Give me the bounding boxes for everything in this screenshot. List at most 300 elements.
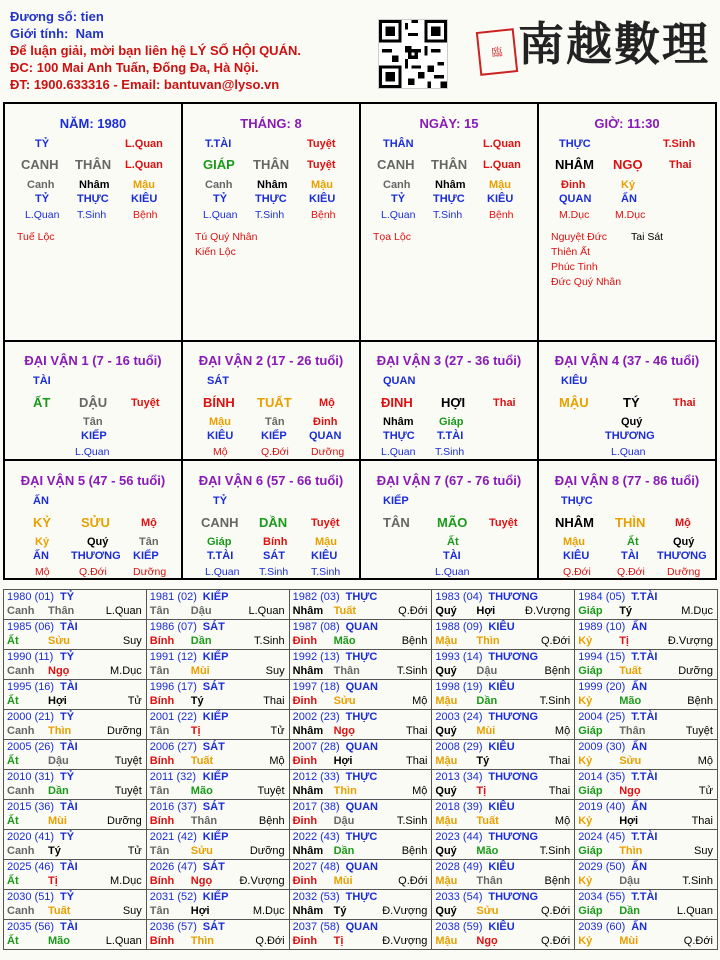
hidden-1: Canh [27, 179, 55, 191]
hidden-god-1: TỶ [35, 193, 50, 205]
year-branch: Sửu [190, 845, 213, 857]
year-stage: M.Dục [110, 665, 142, 677]
year-cell [432, 770, 575, 800]
dv-hidden-god-1: KIÊU [207, 430, 234, 442]
branch-stage: L.Quan [483, 159, 521, 171]
year-cell [575, 620, 718, 650]
duong-so-value: tien [80, 9, 104, 24]
year-stage: Thai [548, 785, 571, 797]
branch-stage: L.Quan [125, 159, 163, 171]
hidden-stage-3: Bệnh [133, 209, 158, 221]
year-stage: Mộ [412, 785, 428, 797]
year-stage: Thai [263, 695, 285, 707]
year-stage: Tử [127, 845, 142, 857]
year-stage: Q.Đới [540, 935, 571, 947]
dv-stage: Tuyệt [311, 517, 340, 529]
dv-stage: Thai [673, 397, 696, 409]
year-cell [147, 680, 290, 710]
year-stem: Ất [7, 755, 19, 767]
year-stage: Q.Đới [398, 605, 428, 617]
bazi-chart [3, 102, 717, 580]
dai-van-2 [183, 342, 361, 461]
pillar-month [183, 104, 361, 342]
year-cell [147, 710, 290, 740]
hidden-god-1: QUAN [559, 193, 592, 205]
branch: THÂN [253, 157, 290, 172]
year-cell [147, 830, 290, 860]
dv-branch: HỢI [441, 395, 466, 410]
year-stage: T.Sinh [396, 665, 428, 677]
year-stem: Giáp [578, 665, 603, 677]
dai-van-title: ĐẠI VẬN 4 (37 - 46 tuổi) [554, 353, 700, 368]
year-stage: L.Quan [676, 905, 713, 917]
dv-hidden-stage-1: L.Quan [75, 446, 110, 458]
annual-luck-grid [3, 589, 718, 950]
year-stem: Ất [7, 815, 19, 827]
logo-char-1: 南 [518, 17, 564, 71]
year-stage: Dưỡng [678, 665, 713, 677]
year-god: KIẾP [202, 771, 229, 783]
year-branch: Dần [619, 905, 640, 917]
dai-van-3 [361, 342, 539, 461]
year-god: THƯƠNG [488, 651, 539, 663]
year-stem: Quý [435, 605, 457, 617]
year-cell [4, 680, 147, 710]
year-god: ẤN [631, 621, 648, 633]
year-stem: Nhâm [292, 905, 324, 917]
year-cell [4, 800, 147, 830]
pillar-title: NGÀY: 15 [419, 116, 479, 131]
year-cell [4, 590, 147, 620]
dv-branch: DẦN [259, 515, 288, 530]
year-branch: Tuất [476, 815, 499, 827]
dv-stage: Mộ [141, 517, 157, 529]
gioi-tinh-value: Nam [75, 26, 104, 41]
year-label: 1994 (15) [578, 651, 626, 663]
year-branch: Mão [476, 845, 499, 857]
year-stage: Bệnh [544, 665, 571, 677]
pillar-title: GIỜ: 11:30 [594, 116, 660, 131]
year-god: KIÊU [488, 741, 515, 753]
year-stem: Kỷ [578, 815, 593, 827]
year-stem: Tân [149, 845, 170, 857]
year-branch: Thìn [476, 635, 500, 647]
year-label: 2027 (48) [292, 861, 340, 873]
year-cell [147, 920, 290, 950]
stem-god: T.TÀI [205, 138, 232, 150]
dv-hidden-1: Kỷ [35, 536, 50, 548]
year-stem: Nhâm [292, 605, 324, 617]
year-stem: Quý [435, 845, 457, 857]
year-stage: Suy [265, 665, 285, 677]
year-branch: Tuất [619, 665, 642, 677]
year-branch: Thìn [190, 935, 215, 947]
year-label: 2012 (33) [292, 771, 340, 783]
year-god: THỰC [345, 891, 378, 903]
dv-hidden-3: Quý [673, 536, 695, 548]
year-stem: Tân [149, 725, 170, 737]
special-star: Tai Sát [631, 231, 664, 243]
year-god: T.TÀI [631, 651, 658, 663]
dv-hidden-2: Giáp [439, 416, 464, 428]
year-god: KIÊU [488, 861, 515, 873]
year-stage: T.Sinh [396, 815, 428, 827]
year-branch: Tuất [190, 755, 214, 767]
year-cell [432, 620, 575, 650]
hidden-stage-1: L.Quan [203, 209, 238, 221]
year-branch: Sửu [619, 755, 642, 767]
dv-stage: Tuyệt [489, 517, 518, 529]
year-cell [147, 890, 290, 920]
year-stage: Dưỡng [107, 815, 142, 827]
dv-hidden-stage-1: L.Quan [205, 566, 240, 578]
year-label: 1993 (14) [435, 651, 483, 663]
dv-god: ẤN [33, 495, 49, 507]
year-stage: Thai [405, 725, 428, 737]
qr-code-icon [378, 19, 448, 89]
phone-email-line: ĐT: 1900.633316 - Email: bantuvan@lyso.vn [10, 77, 280, 92]
year-cell [575, 680, 718, 710]
year-cell [290, 620, 433, 650]
year-cell [147, 740, 290, 770]
year-god: TÀI [60, 681, 78, 693]
year-god: TÀI [60, 621, 78, 633]
year-stem: Kỷ [578, 695, 593, 707]
year-branch: Thân [48, 605, 75, 617]
dv-stem: CANH [201, 515, 239, 530]
dv-hidden-god-1: THƯƠNG [605, 430, 655, 442]
year-stem: Đinh [292, 815, 318, 827]
year-god: SÁT [202, 621, 225, 633]
year-stem: Nhâm [292, 665, 324, 677]
dv-stem: KỶ [33, 515, 52, 530]
year-branch: Tị [619, 635, 629, 647]
year-stem: Kỷ [578, 875, 593, 887]
dv-hidden-1: Mậu [209, 416, 231, 428]
year-branch: Tý [333, 905, 347, 917]
year-stage: Mộ [554, 815, 571, 827]
year-branch: Mùi [190, 665, 210, 677]
year-cell [575, 830, 718, 860]
year-stem: Bính [149, 875, 175, 887]
year-cell [290, 890, 433, 920]
year-label: 2009 (30) [578, 741, 626, 753]
special-star: Tọa Lộc [373, 231, 411, 243]
year-label: 2003 (24) [435, 711, 483, 723]
year-stage: M.Dục [681, 605, 713, 617]
year-stage: Tuyệt [257, 785, 285, 797]
stem-stage: T.Sinh [663, 138, 696, 150]
year-stem: Mậu [435, 935, 458, 947]
dv-hidden-stage-2: Q.Đới [79, 566, 107, 578]
year-stage: Mộ [697, 755, 713, 767]
dv-stem: NHÂM [555, 515, 594, 530]
year-label: 1982 (03) [292, 591, 340, 603]
dv-hidden-1: Giáp [207, 536, 232, 548]
year-branch: Mùi [476, 725, 496, 737]
year-label: 1980 (01) [7, 591, 55, 603]
year-god: KIẾP [202, 831, 229, 843]
dv-stem: BÍNH [203, 395, 235, 410]
dv-branch: TUẤT [257, 395, 292, 410]
year-cell [575, 590, 718, 620]
year-label: 2020 (41) [7, 831, 55, 843]
year-god: SÁT [202, 681, 225, 693]
year-god: KIÊU [488, 681, 515, 693]
address-line: ĐC: 100 Mai Anh Tuấn, Đống Đa, Hà Nội. [10, 60, 259, 75]
year-god: ẤN [631, 861, 648, 873]
year-god: TỶ [60, 651, 75, 663]
year-label: 2008 (29) [435, 741, 483, 753]
year-label: 2038 (59) [435, 921, 483, 933]
year-stage: Mộ [554, 725, 571, 737]
year-branch: Sửu [476, 905, 499, 917]
year-cell [4, 620, 147, 650]
hidden-stage-2: M.Dục [615, 209, 646, 221]
dv-hidden-stage-2: T.Sinh [435, 446, 465, 458]
dv-hidden-stage-1: L.Quan [381, 446, 416, 458]
year-stem: Canh [7, 845, 35, 857]
dv-hidden-stage-1: Mộ [213, 446, 228, 458]
pillar-day [361, 104, 539, 342]
year-label: 2035 (56) [7, 921, 55, 933]
year-god: SÁT [202, 801, 225, 813]
hidden-2: Nhâm [435, 179, 466, 191]
year-god: TỶ [60, 891, 75, 903]
dv-stage: Mộ [319, 397, 335, 409]
year-label: 2014 (35) [578, 771, 626, 783]
dv-branch: SỬU [81, 515, 110, 530]
year-god: THỰC [345, 711, 378, 723]
year-god: TÀI [60, 921, 78, 933]
year-label: 1988 (09) [435, 621, 483, 633]
year-cell [432, 650, 575, 680]
year-stem: Ất [7, 875, 19, 887]
year-cell [575, 770, 718, 800]
year-label: 2016 (37) [149, 801, 197, 813]
dai-van-title: ĐẠI VẬN 6 (57 - 66 tuổi) [198, 473, 344, 488]
dv-hidden-stage-1: L.Quan [435, 566, 470, 578]
year-stage: Q.Đới [255, 935, 285, 947]
year-stage: Suy [122, 635, 142, 647]
hidden-god-2: THỰC [77, 193, 109, 205]
year-label: 2017 (38) [292, 801, 340, 813]
year-label: 2037 (58) [292, 921, 340, 933]
year-cell [575, 710, 718, 740]
stem-stage: L.Quan [125, 138, 163, 150]
year-stage: L.Quan [248, 605, 285, 617]
year-god: TỶ [60, 771, 75, 783]
hidden-god-1: TỶ [391, 193, 406, 205]
year-god: KIÊU [488, 621, 515, 633]
year-god: ẤN [631, 741, 648, 753]
dai-van-title: ĐẠI VẬN 7 (67 - 76 tuổi) [376, 473, 522, 488]
dv-hidden-stage-2: Q.Đới [617, 566, 645, 578]
branch: THÂN [431, 157, 468, 172]
hidden-3: Mậu [133, 179, 155, 191]
year-stage: Tuyệt [114, 755, 142, 767]
year-god: QUAN [345, 621, 378, 633]
dai-van-title: ĐẠI VẬN 8 (77 - 86 tuổi) [554, 473, 700, 488]
year-stem: Bính [149, 935, 175, 947]
year-stem: Đinh [292, 695, 318, 707]
year-cell [575, 650, 718, 680]
year-stage: Bệnh [401, 845, 428, 857]
duong-so-label: Đương số: [10, 9, 78, 24]
year-god: T.TÀI [631, 831, 658, 843]
dv-stem: MẬU [559, 395, 589, 410]
year-stem: Tân [149, 605, 170, 617]
year-label: 2031 (52) [149, 891, 197, 903]
stem-god: THỰC [559, 138, 591, 150]
dv-hidden-1: Mậu [563, 536, 585, 548]
dv-hidden-stage-1: Q.Đới [563, 566, 591, 578]
year-branch: Ngọ [48, 665, 70, 677]
year-god: KIẾP [202, 651, 229, 663]
year-god: ẤN [631, 801, 648, 813]
dv-hidden-god-2: THƯƠNG [71, 550, 121, 562]
year-label: 2015 (36) [7, 801, 55, 813]
dai-van-title: ĐẠI VẬN 5 (47 - 56 tuổi) [20, 473, 166, 488]
year-label: 2021 (42) [149, 831, 197, 843]
year-stem: Nhâm [292, 785, 324, 797]
year-god: KIẾP [202, 891, 229, 903]
stem: GIÁP [203, 157, 235, 172]
year-cell [147, 620, 290, 650]
year-branch: Mùi [48, 815, 67, 827]
branch: THÂN [75, 157, 112, 172]
year-cell [432, 860, 575, 890]
year-stage: Đ.Vượng [525, 605, 571, 617]
year-stem: Bính [149, 755, 175, 767]
hidden-god-2: THỰC [255, 193, 287, 205]
year-god: THƯƠNG [488, 891, 539, 903]
dv-hidden-god-1: KIÊU [563, 550, 590, 562]
year-stage: Đ.Vượng [382, 935, 428, 947]
year-cell [147, 860, 290, 890]
hidden-1: Đinh [561, 179, 586, 191]
year-cell [147, 770, 290, 800]
year-stem: Bính [149, 815, 175, 827]
hidden-2: Nhâm [257, 179, 288, 191]
year-label: 1984 (05) [578, 591, 626, 603]
year-branch: Thân [476, 875, 503, 887]
year-god: THỰC [345, 831, 378, 843]
hidden-stage-2: T.Sinh [77, 209, 107, 221]
year-stem: Mậu [435, 815, 458, 827]
year-stem: Mậu [435, 875, 458, 887]
dv-hidden-3: Tân [139, 536, 159, 548]
dv-stem: TÂN [383, 515, 410, 530]
brand-logo [478, 8, 710, 78]
year-stem: Ất [7, 695, 19, 707]
year-label: 1989 (10) [578, 621, 626, 633]
year-branch: Dậu [48, 755, 69, 767]
year-branch: Thìn [48, 725, 72, 737]
dv-hidden-3: Đinh [313, 416, 338, 428]
dv-hidden-stage-3: Dưỡng [667, 566, 701, 578]
dv-hidden-god-1: TÀI [443, 550, 461, 562]
hidden-god-2: ẤN [621, 193, 637, 205]
dv-hidden-god-2: KIẾP [261, 430, 287, 442]
year-stem: Mậu [435, 635, 458, 647]
year-stage: Bệnh [401, 635, 428, 647]
logo-char-3: 數 [614, 17, 660, 71]
year-stem: Ất [7, 635, 19, 647]
year-stem: Tân [149, 785, 170, 797]
year-label: 1998 (19) [435, 681, 483, 693]
year-god: ẤN [631, 921, 648, 933]
branch-stage: Thai [669, 159, 692, 171]
year-branch: Mùi [333, 875, 353, 887]
year-stage: T.Sinh [682, 875, 713, 887]
dai-van-8 [539, 461, 715, 578]
year-cell [290, 590, 433, 620]
dv-hidden-god-2: TÀI [621, 550, 639, 562]
pillar-title: NĂM: 1980 [59, 116, 127, 131]
year-god: SÁT [202, 921, 225, 933]
year-label: 1985 (06) [7, 621, 55, 633]
year-stem: Đinh [292, 635, 318, 647]
year-cell [432, 830, 575, 860]
dv-hidden-stage-3: Dưỡng [311, 446, 345, 458]
year-stem: Giáp [578, 725, 603, 737]
year-branch: Ngọ [190, 875, 213, 887]
year-god: QUAN [345, 681, 378, 693]
year-branch: Tị [190, 725, 201, 737]
year-cell [432, 740, 575, 770]
year-cell [4, 830, 147, 860]
year-stage: Mộ [269, 755, 285, 767]
year-cell [290, 740, 433, 770]
dv-hidden-stage-3: T.Sinh [311, 566, 341, 578]
year-label: 1990 (11) [7, 651, 54, 663]
year-label: 1986 (07) [149, 621, 197, 633]
dv-god: TỶ [213, 495, 228, 507]
year-branch: Tị [48, 875, 58, 887]
stem-stage: Tuyệt [307, 138, 336, 150]
year-branch: Dậu [333, 815, 355, 827]
year-stem: Canh [7, 665, 35, 677]
year-stage: L.Quan [105, 935, 142, 947]
hidden-stage-2: T.Sinh [255, 209, 285, 221]
hidden-2: Nhâm [79, 179, 110, 191]
dv-hidden-2: Tân [265, 416, 285, 428]
year-god: THỰC [345, 771, 378, 783]
year-label: 1981 (02) [149, 591, 197, 603]
hidden-god-1: TỶ [213, 193, 228, 205]
dv-hidden-stage-3: Dưỡng [133, 566, 167, 578]
year-stem: Mậu [435, 755, 458, 767]
hidden-stage-1: L.Quan [25, 209, 60, 221]
year-god: QUAN [345, 861, 378, 873]
dv-stem: ĐINH [381, 395, 413, 410]
dv-hidden-1: Nhâm [383, 416, 414, 428]
year-cell [4, 890, 147, 920]
stem: NHÂM [555, 157, 594, 172]
year-cell [4, 740, 147, 770]
year-branch: Dần [476, 695, 498, 707]
hidden-stage-1: M.Dục [559, 209, 590, 221]
year-god: TÀI [60, 861, 78, 873]
hidden-god-2: THỰC [433, 193, 465, 205]
year-stage: Q.Đới [398, 875, 428, 887]
year-cell [147, 650, 290, 680]
year-cell [290, 650, 433, 680]
year-label: 2000 (21) [7, 711, 55, 723]
year-stem: Ất [7, 935, 19, 947]
year-god: T.TÀI [631, 771, 658, 783]
